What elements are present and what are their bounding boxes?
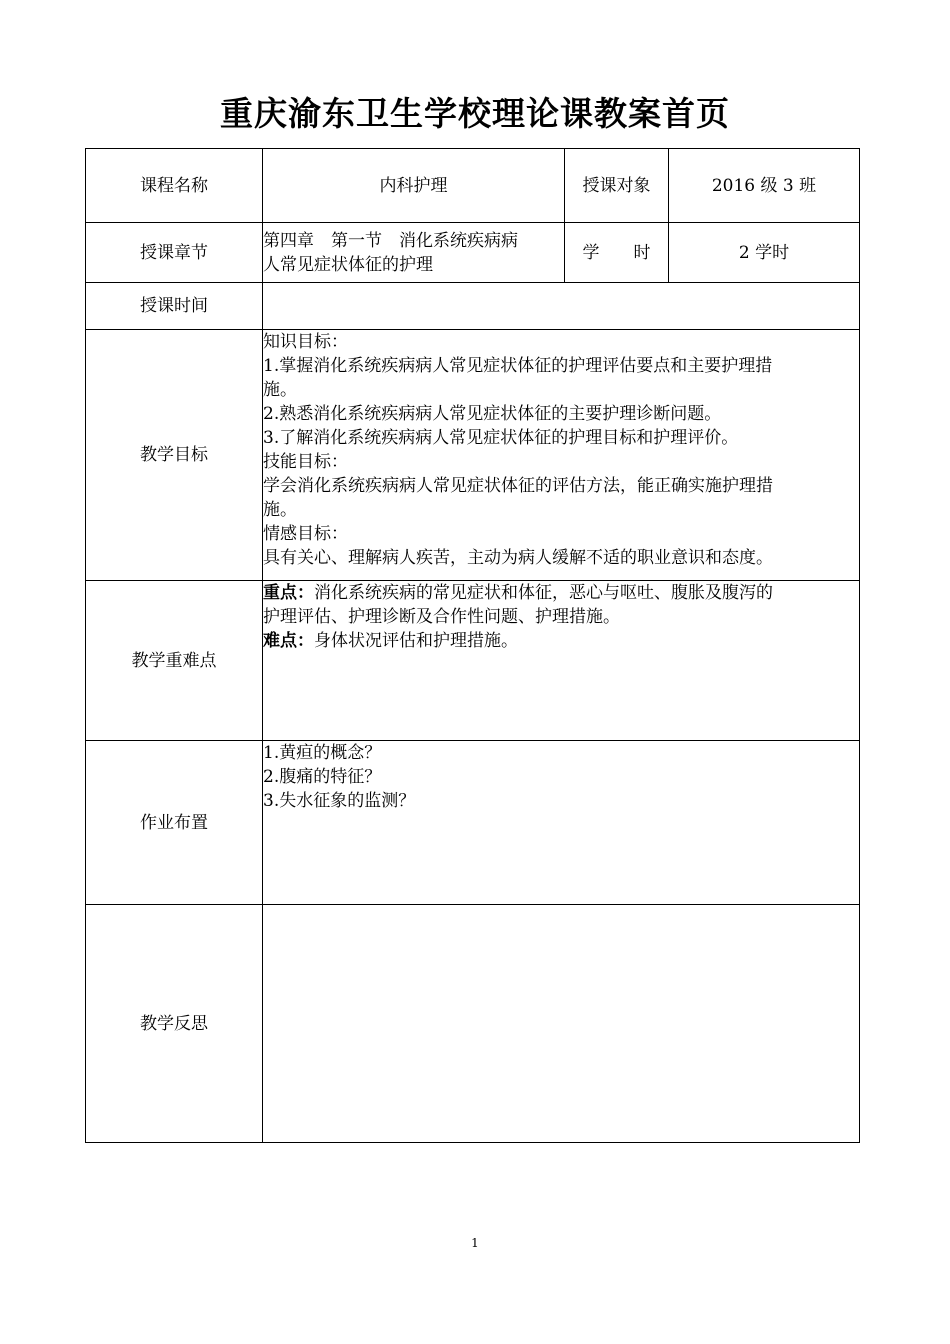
- objectives-row: [86, 330, 860, 581]
- objectives-content: [263, 330, 860, 581]
- reflection-value: [263, 905, 860, 1143]
- key-points-row: [86, 581, 860, 741]
- objective-line: 技能目标：: [263, 452, 348, 472]
- chapter-row: [86, 223, 860, 283]
- key-point-text: 护理评估、护理诊断及合作性问题、护理措施。: [263, 607, 620, 627]
- objective-line: 2.熟悉消化系统疾病病人常见症状体征的主要护理诊断问题。: [263, 404, 722, 424]
- chapter-value-line: 人常见症状体征的护理: [263, 254, 433, 275]
- objective-line: 施。: [263, 380, 297, 400]
- homework-content: [263, 741, 860, 905]
- course-row: [86, 149, 860, 223]
- homework-label: 作业布置: [86, 741, 263, 905]
- reflection-label: 教学反思: [86, 905, 263, 1143]
- key-point-title: 重点：: [263, 583, 314, 603]
- objective-line: 知识目标：: [263, 332, 348, 352]
- difficulty-title: 难点：: [263, 631, 314, 651]
- objective-line: 1.掌握消化系统疾病病人常见症状体征的护理评估要点和主要护理措: [263, 356, 773, 376]
- objective-line: 具有关心、理解病人疾苦，主动为病人缓解不适的职业意识和态度。: [263, 548, 773, 568]
- chapter-value: [263, 223, 565, 283]
- hours-value: 2 学时: [669, 223, 860, 283]
- chapter-value-line: 第四章 第一节 消化系统疾病病: [263, 230, 518, 251]
- homework-item: 1.黄疸的概念？: [263, 743, 382, 763]
- page-title: 重庆渝东卫生学校理论课教案首页: [220, 94, 730, 133]
- lesson-plan-table: [85, 148, 860, 1143]
- hours-label: 学 时: [565, 223, 669, 283]
- chapter-label: 授课章节: [86, 223, 263, 283]
- course-name-value: 内科护理: [263, 149, 565, 223]
- time-label: 授课时间: [86, 283, 263, 330]
- objective-line: 3.了解消化系统疾病病人常见症状体征的护理目标和护理评价。: [263, 428, 739, 448]
- homework-item: 2.腹痛的特征？: [263, 767, 382, 787]
- audience-label: 授课对象: [565, 149, 669, 223]
- objective-line: 学会消化系统疾病病人常见症状体征的评估方法，能正确实施护理措: [263, 476, 773, 496]
- reflection-row: [86, 905, 860, 1143]
- key-points-label: 教学重难点: [86, 581, 263, 741]
- audience-value: 2016 级 3 班: [669, 149, 860, 223]
- time-value: [263, 283, 860, 330]
- course-name-label: 课程名称: [86, 149, 263, 223]
- objective-line: 施。: [263, 500, 297, 520]
- time-row: [86, 283, 860, 330]
- page-number: 1: [471, 1236, 479, 1250]
- homework-row: [86, 741, 860, 905]
- homework-item: 3.失水征象的监测？: [263, 791, 416, 811]
- objectives-label: 教学目标: [86, 330, 263, 581]
- key-point-text: 消化系统疾病的常见症状和体征，恶心与呕吐、腹胀及腹泻的: [314, 583, 773, 603]
- key-points-content: [263, 581, 860, 741]
- difficulty-text: 身体状况评估和护理措施。: [314, 631, 518, 651]
- objective-line: 情感目标：: [263, 524, 348, 544]
